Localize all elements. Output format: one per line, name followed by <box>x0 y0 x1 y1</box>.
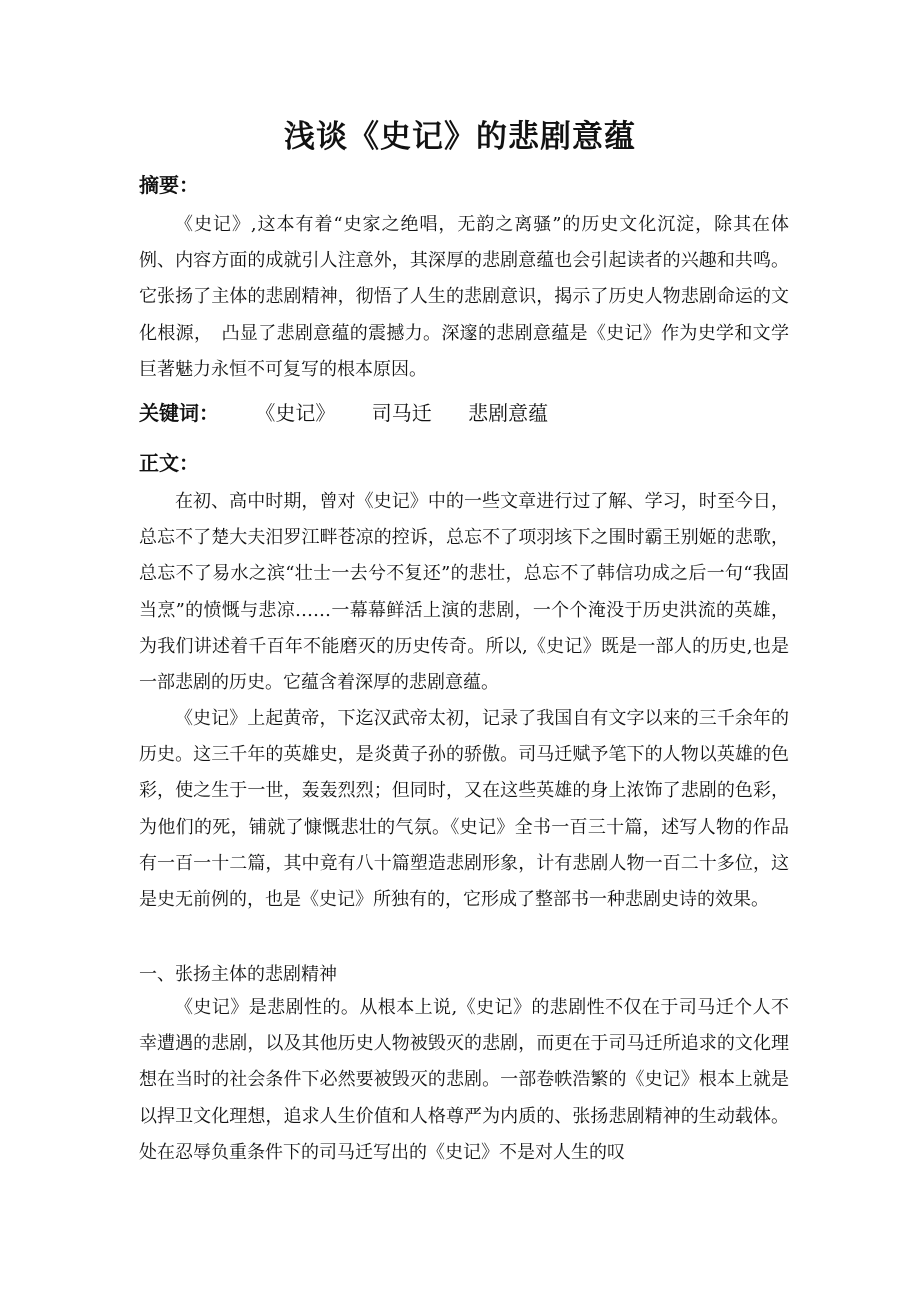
abstract-text: 《史记》,这本有着“史家之绝唱，无韵之离骚”的历史文化沉淀，除其在体例、内容方面的成就引人注意外，其深厚的悲剧意蕴也会引起读者的兴趣和共鸣。它张扬了主体的悲剧精神，彻悟了人生的悲剧意识，揭示了历史人物悲剧命运的文化根源， 凸显了悲剧意蕴的震撼力。深邃的悲剧意蕴是《史记》作为史学和文学巨著魅力永恒不可复写的根本原因。 <box>139 214 789 380</box>
keyword-simaqian: 司马迁 <box>371 401 432 425</box>
keyword-tragic-meaning: 悲剧意蕴 <box>468 401 549 425</box>
keywords-line <box>139 398 548 428</box>
section-heading: 一、张扬主体的悲剧精神 <box>139 964 337 985</box>
keyword-shiji: 《史记》 <box>255 401 336 425</box>
body-paragraph-1: 在初、高中时期，曾对《史记》中的一些文章进行过了解、学习，时至今日，总忘不了楚大夫汨罗江畔苍凉的控诉，总忘不了项羽垓下之围时霸王别姬的悲歌，总忘不了易水之滨“壮士一去兮不复还”的悲壮，总忘不了韩信功成之后一句“我固当烹”的愤慨与悲凉……一幕幕鲜活上演的悲剧，一个个淹没于历史洪流的英雄，为我们讲述着千百年不能磨灭的历史传奇。所以,《史记》既是一部人的历史,也是一部悲剧的历史。它蕴含着深厚的悲剧意蕴。 <box>139 491 789 694</box>
document-title: 浅谈《史记》的悲剧意蕴 <box>284 119 636 155</box>
keywords-label: 关键词： <box>139 401 219 425</box>
body-heading: 正文： <box>139 451 199 475</box>
abstract-heading: 摘要： <box>139 173 199 197</box>
body-paragraph-2: 《史记》上起黄帝，下迄汉武帝太初，记录了我国自有文字以来的三千余年的历史。这三千年的英雄史，是炎黄子孙的骄傲。司马迁赋予笔下的人物以英雄的色彩，使之生于一世，轰轰烈烈；但同时，又在这些英雄的身上浓饰了悲剧的色彩，为他们的死，铺就了慷慨悲壮的气氛。《史记》全书一百三十篇，述写人物的作品有一百一十二篇，其中竟有八十篇塑造悲剧形象，计有悲剧人物一百二十多位，这是史无前例的，也是《史记》所独有的，它形成了整部书一种悲剧史诗的效果。 <box>139 708 789 911</box>
section-paragraph: 《史记》是悲剧性的。从根本上说,《史记》的悲剧性不仅在于司马迁个人不幸遭遇的悲剧，以及其他历史人物被毁灭的悲剧，而更在于司马迁所追求的文化理想在当时的社会条件下必然要被毁灭的悲剧。一部卷帙浩繁的《史记》根本上就是以捍卫文化理想，追求人生价值和人格尊严为内质的、张扬悲剧精神的生动载体。处在忍辱负重条件下的司马迁写出的《史记》不是对人生的叹 <box>139 997 789 1163</box>
